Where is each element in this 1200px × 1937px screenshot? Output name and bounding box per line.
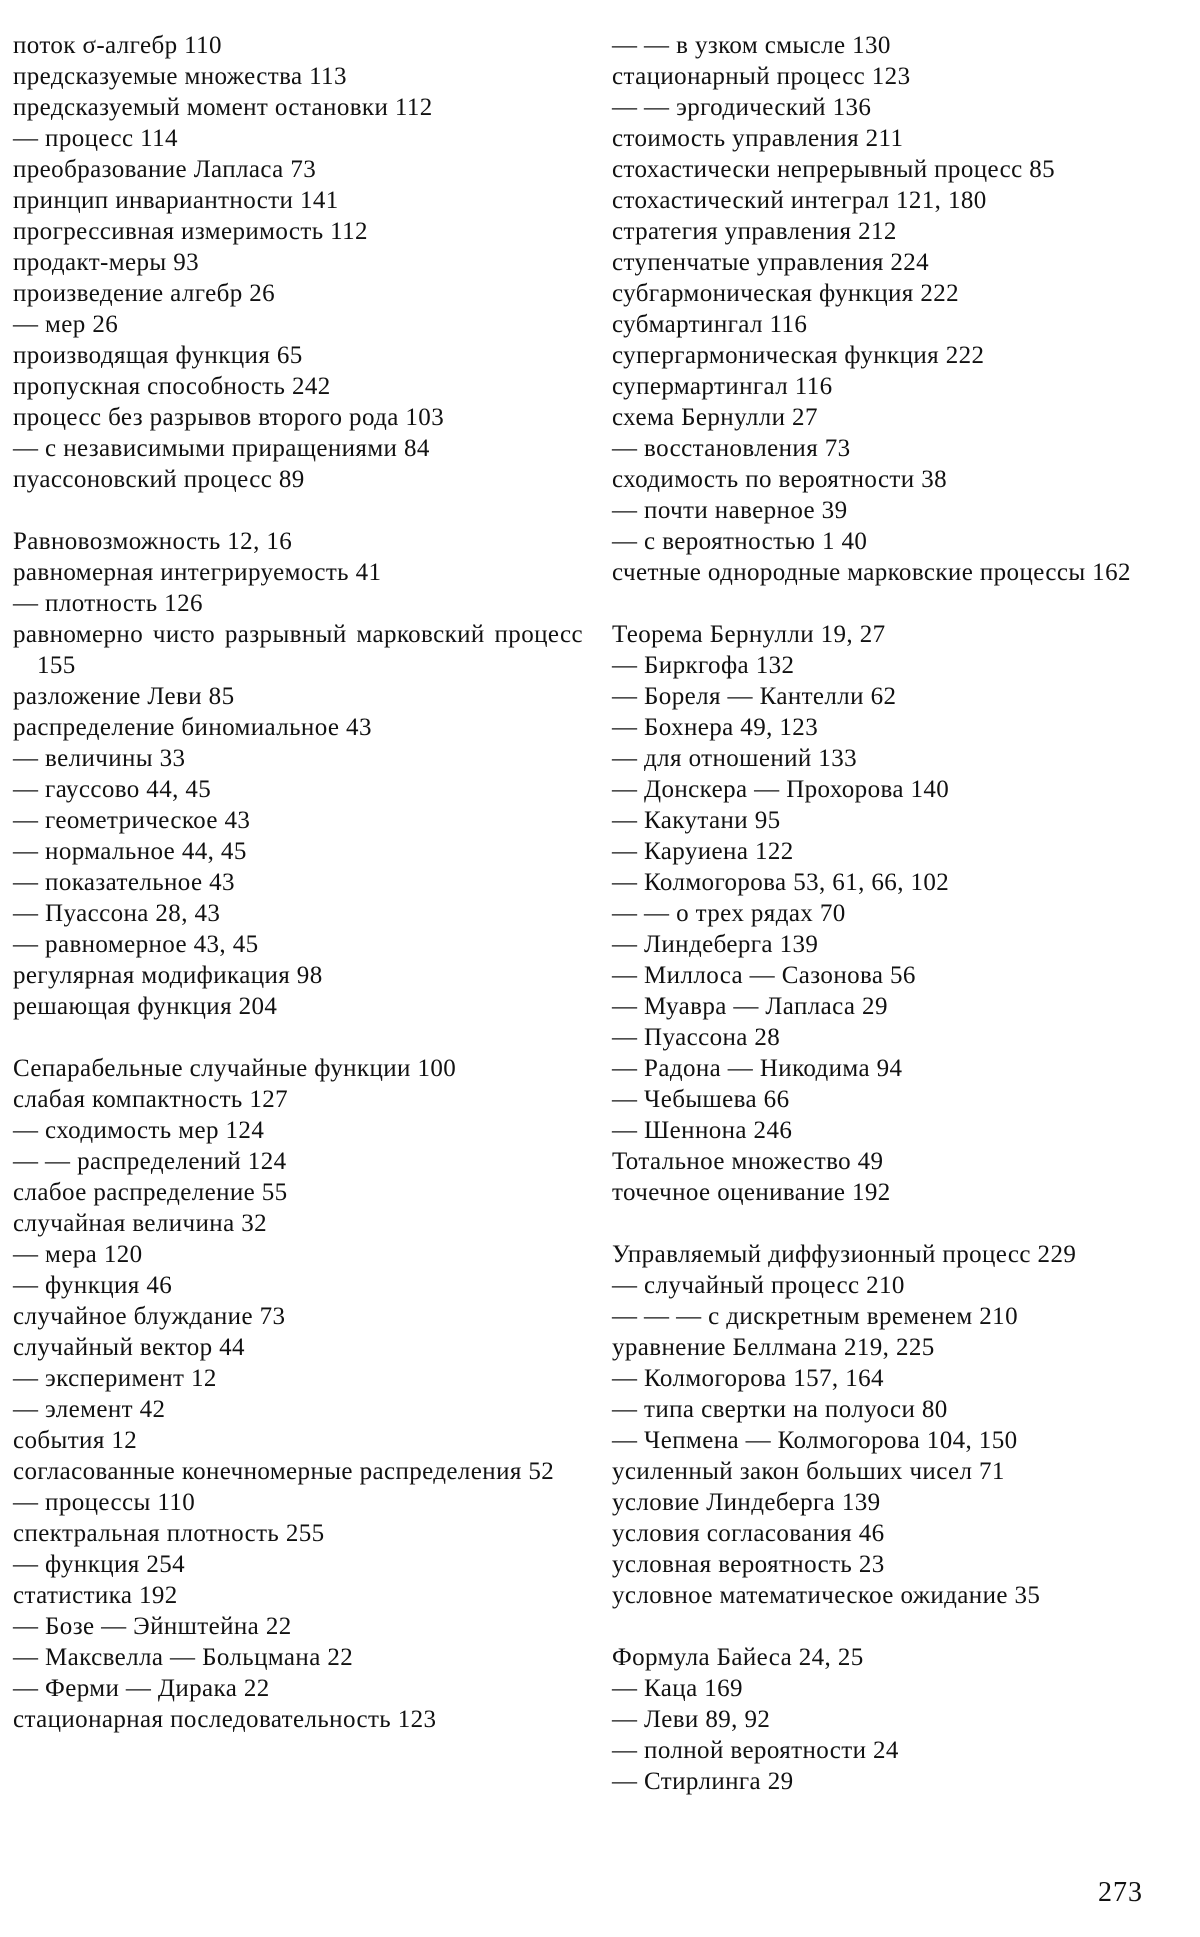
index-entry: супергармоническая функция 222 (612, 342, 985, 369)
index-entry: спектральная плотность 255 (13, 1520, 325, 1547)
index-entry: — элемент 42 (13, 1396, 166, 1423)
section-gap (612, 1611, 1192, 1642)
index-entry: — для отношений 133 (612, 745, 858, 772)
index-entry: предсказуемый момент остановки 112 (13, 94, 433, 121)
index-entry: — геометрическое 43 (13, 807, 251, 834)
index-entry: процесс без разрывов второго рода 103 (13, 404, 445, 431)
index-entry: — полной вероятности 24 (612, 1737, 899, 1764)
index-column-right (612, 30, 1192, 1797)
index-entry: счетные однородные марковские процессы 162 (612, 559, 1131, 586)
section-gap (13, 1022, 583, 1053)
index-entry: стохастический интеграл 121, 180 (612, 187, 987, 214)
index-entry: Тотальное множество 49 (612, 1148, 884, 1175)
index-entry: Теорема Бернулли 19, 27 (612, 621, 886, 648)
index-entry: пропускная способность 242 (13, 373, 331, 400)
index-entry: — плотность 126 (13, 590, 203, 617)
index-entry: — — — с дискретным временем 210 (612, 1303, 1018, 1330)
index-entry: стохастически непрерывный процесс 85 (612, 156, 1056, 183)
index-entry: — Ферми — Дирака 22 (13, 1675, 270, 1702)
index-entry: — — распределений 124 (13, 1148, 287, 1175)
index-entry: согласованные конечномерные распределения 52 (13, 1458, 555, 1485)
index-entry: — Пуассона 28 (612, 1024, 781, 1051)
index-entry: — Какутани 95 (612, 807, 781, 834)
index-entry: произведение алгебр 26 (13, 280, 276, 307)
index-entry: производящая функция 65 (13, 342, 303, 369)
index-entry: — — в узком смысле 130 (612, 32, 891, 59)
index-entry: — случайный процесс 210 (612, 1272, 905, 1299)
index-entry: ступенчатые управления 224 (612, 249, 930, 276)
index-entry: поток σ-алгебр 110 (13, 32, 222, 59)
index-column-left (13, 30, 583, 1735)
section-gap (612, 588, 1192, 619)
index-entry: — Биркгофа 132 (612, 652, 795, 679)
index-entry: стратегия управления 212 (612, 218, 897, 245)
index-entry: Равновозможность 12, 16 (13, 528, 293, 555)
index-entry: — Муавра — Лапласа 29 (612, 993, 888, 1020)
index-entry: супермартингал 116 (612, 373, 833, 400)
index-entry: — — о трех рядах 70 (612, 900, 846, 927)
index-entry: — процесс 114 (13, 125, 178, 152)
index-entry: — Леви 89, 92 (612, 1706, 771, 1733)
index-entry: — сходимость мер 124 (13, 1117, 265, 1144)
index-entry: — Чебышева 66 (612, 1086, 790, 1113)
index-entry: — Миллоса — Сазонова 56 (612, 962, 916, 989)
index-entry: — с вероятностью 1 40 (612, 528, 868, 555)
index-entry: сходимость по вероятности 38 (612, 466, 947, 493)
index-entry: Управляемый диффузионный процесс 229 (612, 1241, 1077, 1268)
index-entry: равномерно чисто разрывный марковский процесс 155 (13, 621, 583, 679)
index-entry: статистика 192 (13, 1582, 178, 1609)
index-entry: равномерная интегрируемость 41 (13, 559, 382, 586)
index-entry: уравнение Беллмана 219, 225 (612, 1334, 935, 1361)
index-entry: случайный вектор 44 (13, 1334, 245, 1361)
index-entry: — нормальное 44, 45 (13, 838, 247, 865)
index-entry: — равномерное 43, 45 (13, 931, 259, 958)
index-entry: распределение биномиальное 43 (13, 714, 372, 741)
index-entry: — Каруиена 122 (612, 838, 794, 865)
index-entry: прогрессивная измеримость 112 (13, 218, 368, 245)
index-entry: — восстановления 73 (612, 435, 851, 462)
index-entry: решающая функция 204 (13, 993, 278, 1020)
index-entry: Формула Байеса 24, 25 (612, 1644, 864, 1671)
index-entry: предсказуемые множества 113 (13, 63, 347, 90)
index-entry: — Максвелла — Больцмана 22 (13, 1644, 354, 1671)
index-entry: — почти наверное 39 (612, 497, 848, 524)
index-entry: стоимость управления 211 (612, 125, 904, 152)
index-entry: слабая компактность 127 (13, 1086, 289, 1113)
index-entry: — Стирлинга 29 (612, 1768, 794, 1795)
index-entry: условие Линдеберга 139 (612, 1489, 881, 1516)
index-entry: усиленный закон больших чисел 71 (612, 1458, 1005, 1485)
section-gap (13, 495, 583, 526)
index-entry: слабое распределение 55 (13, 1179, 288, 1206)
index-entry: — Бохнера 49, 123 (612, 714, 819, 741)
index-entry: — Бозе — Эйнштейна 22 (13, 1613, 292, 1640)
index-entry: — Линдеберга 139 (612, 931, 819, 958)
index-entry: события 12 (13, 1427, 138, 1454)
index-entry: — Бореля — Кантелли 62 (612, 683, 897, 710)
index-entry: условия согласования 46 (612, 1520, 885, 1547)
index-entry: — показательное 43 (13, 869, 235, 896)
index-entry: — процессы 110 (13, 1489, 196, 1516)
index-entry: — Чепмена — Колмогорова 104, 150 (612, 1427, 1018, 1454)
index-entry: схема Бернулли 27 (612, 404, 818, 431)
index-entry: — величины 33 (13, 745, 186, 772)
index-entry: преобразование Лапласа 73 (13, 156, 317, 183)
index-entry: продакт-меры 93 (13, 249, 200, 276)
index-entry: — мера 120 (13, 1241, 143, 1268)
index-entry: субгармоническая функция 222 (612, 280, 960, 307)
index-entry: — гауссово 44, 45 (13, 776, 212, 803)
index-entry: Сепарабельные случайные функции 100 (13, 1055, 457, 1082)
index-entry: — Пуассона 28, 43 (13, 900, 221, 927)
index-entry: — Колмогорова 157, 164 (612, 1365, 884, 1392)
index-entry: стационарный процесс 123 (612, 63, 911, 90)
index-entry: принцип инвариантности 141 (13, 187, 339, 214)
index-entry: — — эргодический 136 (612, 94, 872, 121)
index-entry: — Донскера — Прохорова 140 (612, 776, 950, 803)
page-number: 273 (1098, 1877, 1143, 1908)
index-entry: стационарная последовательность 123 (13, 1706, 437, 1733)
index-entry: — Шеннона 246 (612, 1117, 793, 1144)
index-entry: — Радона — Никодима 94 (612, 1055, 903, 1082)
index-entry: условная вероятность 23 (612, 1551, 885, 1578)
index-entry: условное математическое ожидание 35 (612, 1582, 1041, 1609)
index-entry: — Каца 169 (612, 1675, 743, 1702)
index-entry: случайная величина 32 (13, 1210, 268, 1237)
index-entry: — типа свертки на полуоси 80 (612, 1396, 948, 1423)
index-entry: пуассоновский процесс 89 (13, 466, 305, 493)
index-entry: — с независимыми приращениями 84 (13, 435, 430, 462)
index-entry: — эксперимент 12 (13, 1365, 217, 1392)
index-entry: — мер 26 (13, 311, 119, 338)
index-entry: — функция 46 (13, 1272, 173, 1299)
index-entry: субмартингал 116 (612, 311, 808, 338)
index-entry: регулярная модификация 98 (13, 962, 323, 989)
index-entry: — функция 254 (13, 1551, 186, 1578)
index-entry: точечное оценивание 192 (612, 1179, 891, 1206)
index-entry: случайное блуждание 73 (13, 1303, 286, 1330)
index-entry: — Колмогорова 53, 61, 66, 102 (612, 869, 950, 896)
section-gap (612, 1208, 1192, 1239)
index-entry: разложение Леви 85 (13, 683, 235, 710)
